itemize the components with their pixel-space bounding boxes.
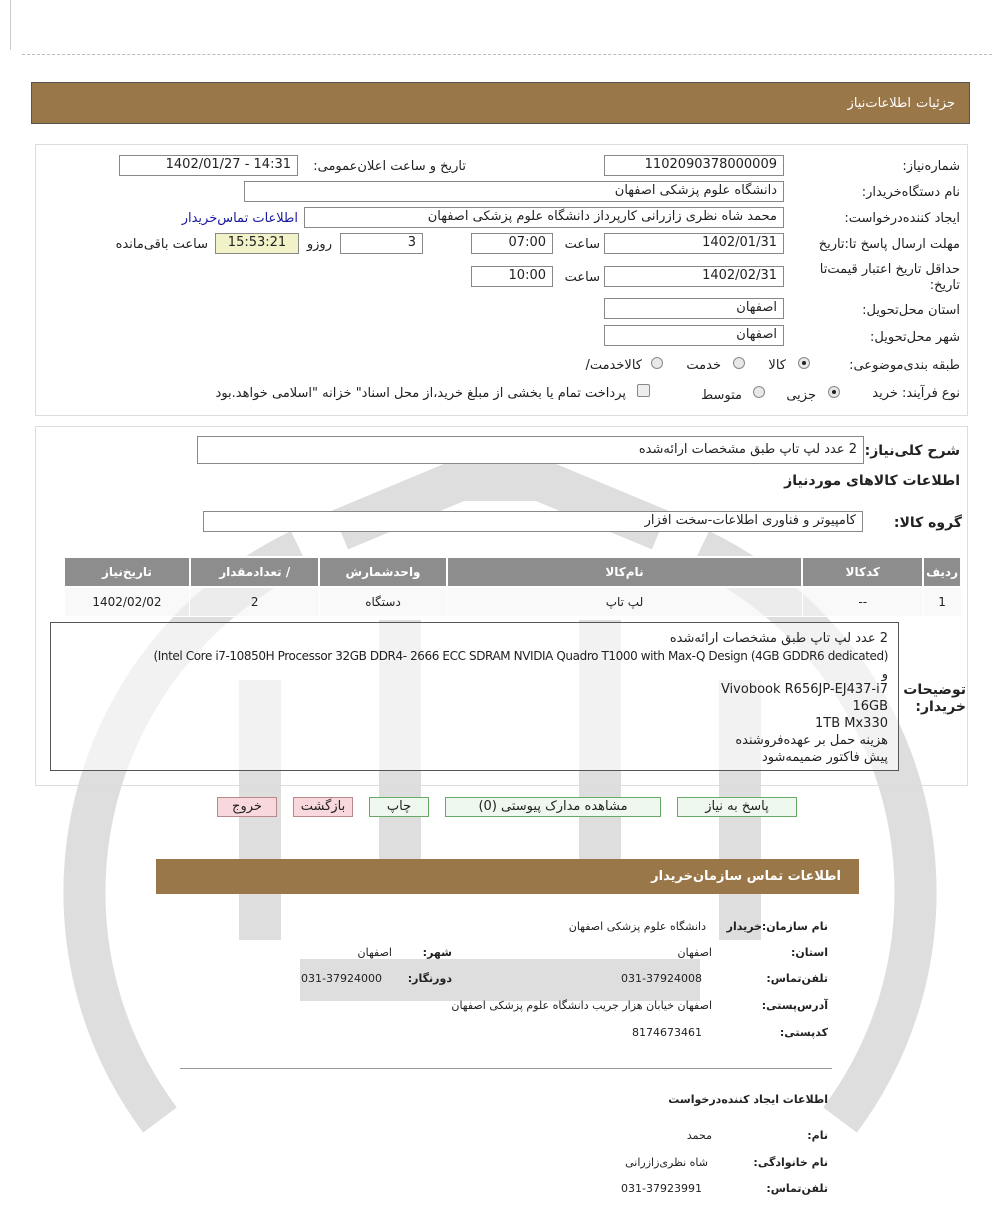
city-field: اصفهان [604,325,784,346]
print-button[interactable]: چاپ [369,797,429,817]
page-edge [10,0,11,50]
col-code: کدکالا [802,557,923,587]
contact-province-label: استان: [791,946,828,959]
category-radio-service[interactable] [733,357,745,369]
phone-label: تلفن‌تماس: [766,972,828,985]
process-option-partial: جزیی [786,388,816,403]
family-label: نام خانوادگی: [753,1156,828,1169]
header-bar [31,82,970,124]
name-value: محمد [686,1129,712,1142]
category-radio-goods[interactable] [798,357,810,369]
province-field: اصفهان [604,298,784,319]
validity-time-field: 10:00 [471,266,553,287]
contact-city-label: شهر: [422,946,452,959]
days-label: روزو [306,237,332,252]
contact-province-value: اصفهان [677,946,712,959]
cell-unit: دستگاه [319,587,446,617]
attachments-button[interactable]: مشاهده مدارک پیوستی (0) [445,797,661,817]
creator-info-title: اطلاعات ایجاد کننده‌درخواست [668,1093,828,1106]
note-line: 1TB Mx330 [815,716,888,731]
goods-group-label: گروه کالا: [893,515,962,531]
creator-field: محمد شاه نظری زازرانی کارپرداز دانشگاه علوم پزشکی اصفهان [304,207,784,228]
creator-phone-label: تلفن‌تماس: [766,1182,828,1195]
address-value: اصفهان خیابان هزار جریب دانشگاه علوم پزشکی اصفهان [451,999,712,1012]
province-label: استان محل‌تحویل: [862,303,960,318]
exit-button[interactable]: خروج [217,797,277,817]
category-option-goods: کالا [768,358,786,373]
note-line: هزینه حمل بر عهده‌فروشنده [735,733,888,748]
validity-label: حداقل تاریخ اعتبار قیمت‌تا [819,262,960,277]
back-button[interactable]: بازگشت [293,797,353,817]
org-value: دانشگاه علوم پزشکی اصفهان [568,920,706,933]
cell-name: لپ تاپ [447,587,803,617]
note-line: (Intel Core i7-10850H Processor 32GB DDR4- 2666 ECC SDRAM NVIDIA Quadro T1000 with Max-Q Design (4GB GDDR6 dedicated) [153,649,888,663]
divider [22,54,992,55]
family-value: شاه نظری‌زازرانی [625,1156,708,1169]
need-number-label: شماره‌نیاز: [902,159,960,174]
process-option-medium: متوسط [701,388,742,403]
note-line: 16GB [852,699,888,714]
deadline-label: مهلت ارسال پاسخ تا:تاریخ [818,237,960,252]
reply-button[interactable]: پاسخ به نیاز [677,797,797,817]
goods-group-field: کامپیوتر و فناوری اطلاعات-سخت افزار [203,511,863,532]
creator-label: ایجاد کننده‌درخواست: [844,211,960,226]
category-label: طبقه بندی‌موضوعی: [849,358,960,373]
tab-details[interactable]: جزئیات [916,96,955,111]
col-need-date: تاریخ‌نیاز [64,557,190,587]
summary-field: 2 عدد لپ تاپ طبق مشخصات ارائه‌شده [197,436,864,464]
cell-quantity: 2 [190,587,320,617]
items-table [63,556,962,617]
address-label: آدرس‌پستی: [761,999,828,1012]
table-row [64,587,961,617]
process-radio-partial[interactable] [828,386,840,398]
deadline-date-field: 1402/01/31 [604,233,784,254]
col-name: نام‌کالا [447,557,803,587]
contact-city-value: اصفهان [357,946,392,959]
city-label: شهر محل‌تحویل: [870,330,960,345]
note-line: پیش فاکتور ضمیمه‌شود [761,750,888,765]
need-number-field: 1102090378000009 [604,155,784,176]
days-field: 3 [340,233,423,254]
buyer-notes-label: توضیحات [903,682,966,698]
payment-note: پرداخت تمام یا بخشی از مبلغ خرید،از محل اسناد" خزانه "اسلامی خواهد.بود [215,386,626,401]
fax-label: دورنگار: [407,972,452,985]
cell-row: 1 [923,587,961,617]
buyer-org-field: دانشگاه علوم پزشکی اصفهان [244,181,784,202]
cell-need-date: 1402/02/02 [64,587,190,617]
name-label: نام: [807,1129,828,1142]
deadline-time-field: 07:00 [471,233,553,254]
col-unit: واحدشمارش [319,557,446,587]
phone-value: 031-37924008 [621,972,702,985]
creator-phone-value: 031-37923991 [621,1182,702,1195]
note-line: 2 عدد لپ تاپ طبق مشخصات ارائه‌شده [669,631,888,646]
tab-need-info[interactable]: اطلاعات‌نیاز [847,96,911,111]
cell-code: -- [802,587,923,617]
validity-date-field: 1402/02/31 [604,266,784,287]
summary-label: شرح کلی‌نیاز: [864,443,960,459]
contact-bar-title: اطلاعات تماس سازمان‌خریدار [651,869,841,884]
buyer-contact-link[interactable]: اطلاعات تماس‌خریدار [181,211,298,226]
process-label: نوع فرآیند: خرید [872,386,960,401]
deadline-hour-label: ساعت [564,237,600,252]
remaining-label: ساعت باقی‌مانده [115,237,208,252]
validity-hour-label: ساعت [564,270,600,285]
contact-bar [156,859,859,894]
postal-value: 8174673461 [632,1026,702,1039]
buyer-notes-box [50,622,899,771]
treasury-checkbox[interactable] [637,384,650,397]
category-radio-goods-service[interactable] [651,357,663,369]
org-role: خریدار [726,920,762,933]
fax-value: 031-37924000 [301,972,382,985]
validity-label-2: تاریخ: [929,278,960,293]
announce-label: تاریخ و ساعت اعلان‌عمومی: [313,159,466,174]
announce-field: 1402/01/27 - 14:31 [119,155,298,176]
category-option-goods-service: کالا‌خدمت/ [585,358,642,373]
process-radio-medium[interactable] [753,386,765,398]
postal-label: کدپستی: [779,1026,828,1039]
remaining-time-field: 15:53:21 [215,233,299,254]
goods-info-heading: اطلاعات کالاهای موردنیاز [784,473,960,489]
buyer-org-label: نام دستگاه‌خریدار: [861,185,960,200]
note-line: Vivobook R656JP-EJ437-i7 [720,682,888,697]
section-divider [180,1068,832,1069]
note-line: و [881,667,888,682]
org-label: نام سازمان: [761,920,828,933]
category-option-service: خدمت [686,358,721,373]
col-quantity: / تعدادمقدار [190,557,320,587]
buyer-notes-label-2: خریدار: [915,699,966,715]
col-row: ردیف [923,557,961,587]
